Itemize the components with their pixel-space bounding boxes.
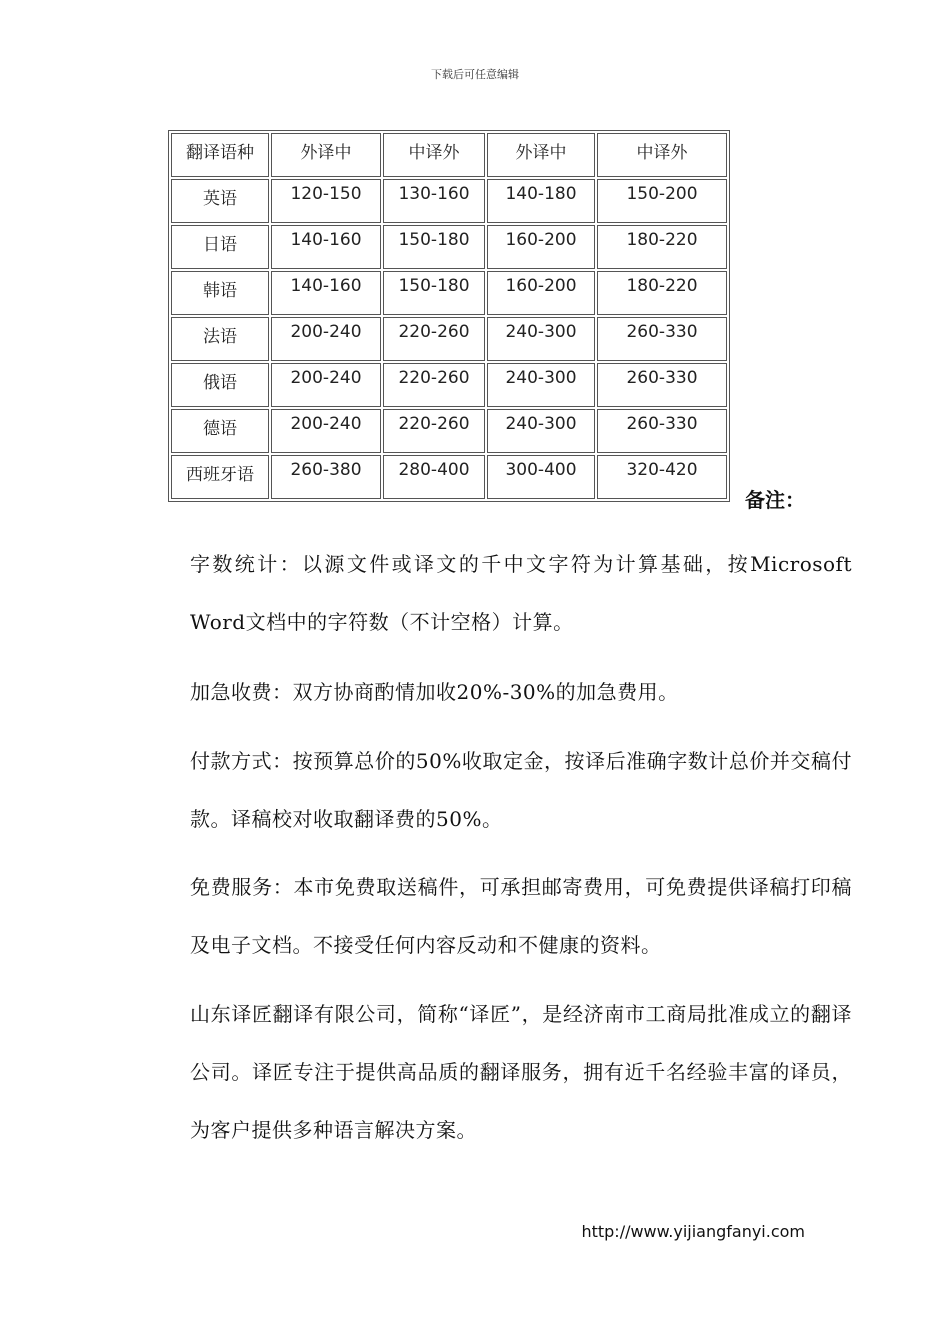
rate-cell: 260-330 <box>597 363 727 407</box>
rate-cell: 180-220 <box>597 225 727 269</box>
rate-cell: 300-400 <box>487 455 595 499</box>
notes-title: 备注： <box>745 488 805 512</box>
rate-cell: 240-300 <box>487 409 595 453</box>
translation-rate-table <box>168 130 730 502</box>
table-row <box>171 455 727 499</box>
rate-cell: 200-240 <box>271 409 381 453</box>
rate-cell: 140-160 <box>271 271 381 315</box>
rate-cell: 200-240 <box>271 363 381 407</box>
rate-cell: 320-420 <box>597 455 727 499</box>
language-cell: 德语 <box>171 409 269 453</box>
table-row <box>171 363 727 407</box>
column-header: 外译中 <box>487 133 595 177</box>
column-header: 翻译语种 <box>171 133 269 177</box>
note-paragraph-free-service: 免费服务：本市免费取送稿件，可承担邮寄费用，可免费提供译稿打印稿及电子文档。不接受任何内容反动和不健康的资料。 <box>190 875 852 957</box>
rate-cell: 160-200 <box>487 271 595 315</box>
language-cell: 日语 <box>171 225 269 269</box>
column-header: 中译外 <box>597 133 727 177</box>
rate-cell: 120-150 <box>271 179 381 223</box>
table-row <box>171 225 727 269</box>
note-paragraph-word-count: 字数统计：以源文件或译文的千中文字符为计算基础，按Microsoft Word文档中的字符数（不计空格）计算。 <box>190 552 852 634</box>
rate-cell: 220-260 <box>383 409 485 453</box>
footer-url-link[interactable]: http://www.yijiangfanyi.com <box>581 1222 805 1241</box>
rate-cell: 280-400 <box>383 455 485 499</box>
language-cell: 英语 <box>171 179 269 223</box>
language-cell: 法语 <box>171 317 269 361</box>
rate-cell: 260-380 <box>271 455 381 499</box>
language-cell: 俄语 <box>171 363 269 407</box>
rate-cell: 140-180 <box>487 179 595 223</box>
column-header: 中译外 <box>383 133 485 177</box>
note-paragraph-rush-fee: 加急收费：双方协商酌情加收20%-30%的加急费用。 <box>190 680 679 704</box>
rate-cell: 240-300 <box>487 317 595 361</box>
rate-cell: 150-200 <box>597 179 727 223</box>
rate-cell: 260-330 <box>597 317 727 361</box>
rate-cell: 180-220 <box>597 271 727 315</box>
table-row <box>171 409 727 453</box>
rate-cell: 200-240 <box>271 317 381 361</box>
rate-cell: 260-330 <box>597 409 727 453</box>
rate-cell: 150-180 <box>383 225 485 269</box>
page-header: 下载后可任意编辑 <box>431 68 519 81</box>
language-cell: 韩语 <box>171 271 269 315</box>
rate-cell: 150-180 <box>383 271 485 315</box>
rate-cell: 240-300 <box>487 363 595 407</box>
rate-cell: 220-260 <box>383 317 485 361</box>
rate-cell: 130-160 <box>383 179 485 223</box>
table-row <box>171 271 727 315</box>
language-cell: 西班牙语 <box>171 455 269 499</box>
company-intro-paragraph: 山东译匠翻译有限公司，简称“译匠”，是经济南市工商局批准成立的翻译公司。译匠专注于提供高品质的翻译服务，拥有近千名经验丰富的译员，为客户提供多种语言解决方案。 <box>190 1002 852 1142</box>
table-header-row <box>171 133 727 177</box>
table-row <box>171 179 727 223</box>
rate-cell: 220-260 <box>383 363 485 407</box>
rate-cell: 160-200 <box>487 225 595 269</box>
column-header: 外译中 <box>271 133 381 177</box>
rate-cell: 140-160 <box>271 225 381 269</box>
table-row <box>171 317 727 361</box>
note-paragraph-payment: 付款方式：按预算总价的50%收取定金，按译后准确字数计总价并交稿付款。译稿校对收取翻译费的50%。 <box>190 749 852 831</box>
